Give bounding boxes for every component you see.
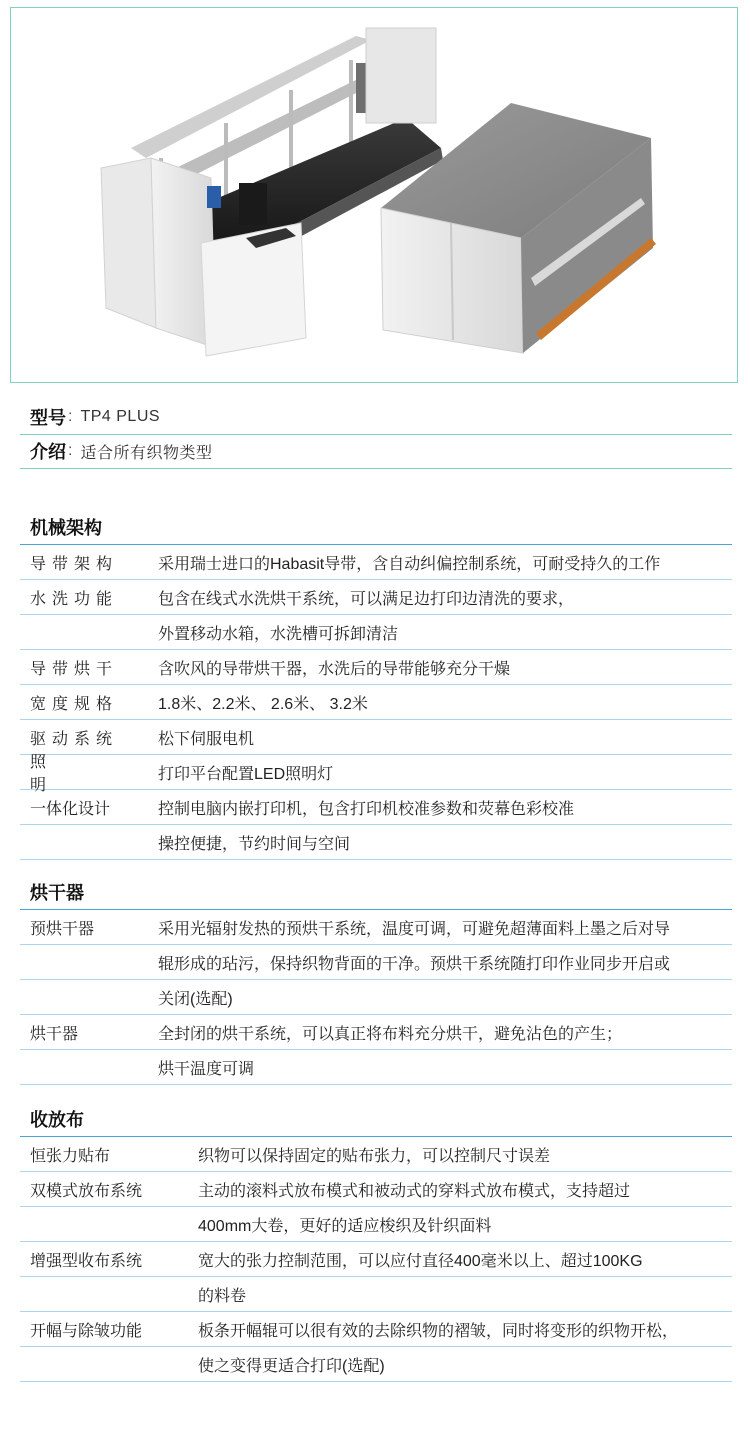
section-feeding xyxy=(20,1100,732,1382)
spec-text: 的料卷 xyxy=(198,1287,247,1305)
printer-illustration xyxy=(11,8,737,382)
spec-row xyxy=(20,615,732,650)
spec-text: 板条开幅辊可以很有效的去除织物的褶皱，同时将变形的织物开松， xyxy=(198,1322,679,1340)
spec-row xyxy=(20,790,732,825)
spec-row xyxy=(20,1312,732,1347)
spec-text: 宽大的张力控制范围，可以应付直径400毫米以上、超过100KG xyxy=(198,1252,643,1270)
model-label: 型号 xyxy=(30,408,66,428)
spec-row xyxy=(20,1137,732,1172)
model-value: TP4 PLUS xyxy=(80,408,161,425)
spec-row xyxy=(20,685,732,720)
spec-row xyxy=(20,545,732,580)
spec-text: 关闭(选配) xyxy=(158,990,233,1008)
intro-value: 适合所有织物类型 xyxy=(80,444,213,462)
spec-label: 增强型收布系统 xyxy=(30,1252,143,1270)
spec-row xyxy=(20,980,732,1015)
spec-text: 1.8米、2.2米、 2.6米、 3.2米 xyxy=(158,695,368,713)
spec-row xyxy=(20,1172,732,1207)
spec-text: 操控便捷，节约时间与空间 xyxy=(158,835,351,853)
spec-label: 预烘干器 xyxy=(30,920,95,938)
section-mechanical xyxy=(20,508,732,860)
section-title: 烘干器 xyxy=(20,873,732,910)
spec-text: 包含在线式水洗烘干系统，可以满足边打印边清洗的要求， xyxy=(158,590,575,608)
spec-text: 控制电脑内嵌打印机，包含打印机校准参数和荧幕色彩校准 xyxy=(158,800,575,818)
spec-label: 驱动系统 xyxy=(30,730,119,748)
spec-text: 采用瑞士进口的Habasit导带，含自动纠偏控制系统，可耐受持久的工作 xyxy=(158,555,661,573)
spec-row xyxy=(20,1277,732,1312)
spec-text: 含吹风的导带烘干器，水洗后的导带能够充分干燥 xyxy=(158,660,511,678)
intro-label: 介绍 xyxy=(30,442,66,462)
spec-text: 主动的滚料式放布模式和被动式的穿料式放布模式，支持超过 xyxy=(198,1182,631,1200)
spec-label: 烘干器 xyxy=(30,1025,79,1043)
spec-label: 导带架构 xyxy=(30,555,119,573)
intro-separator: : xyxy=(68,442,73,459)
spec-text: 烘干温度可调 xyxy=(158,1060,255,1078)
spec-row xyxy=(20,754,732,794)
spec-text: 400mm大卷，更好的适应梭织及针织面料 xyxy=(198,1217,492,1235)
spec-text: 织物可以保持固定的贴布张力，可以控制尺寸误差 xyxy=(198,1147,551,1165)
spec-label: 水洗功能 xyxy=(30,590,119,608)
spec-label: 导带烘干 xyxy=(30,660,119,678)
spec-row xyxy=(20,910,732,945)
spec-text: 采用光辐射发热的预烘干系统，温度可调，可避免超薄面料上墨之后对导 xyxy=(158,920,671,938)
spec-label: 双模式放布系统 xyxy=(30,1182,143,1200)
product-image xyxy=(10,7,738,383)
spec-label: 宽度规格 xyxy=(30,695,119,713)
section-dryer xyxy=(20,873,732,1085)
spec-row xyxy=(20,1050,732,1085)
spec-text: 使之变得更适合打印(选配) xyxy=(198,1357,385,1375)
spec-label: 恒张力贴布 xyxy=(30,1147,111,1165)
spec-text: 松下伺服电机 xyxy=(158,730,255,748)
model-separator: : xyxy=(68,408,73,425)
spec-text: 全封闭的烘干系统，可以真正将布料充分烘干，避免沾色的产生； xyxy=(158,1025,623,1043)
spec-row xyxy=(20,1207,732,1242)
spec-row xyxy=(20,1242,732,1277)
model-row xyxy=(20,400,732,435)
spec-text: 打印平台配置LED照明灯 xyxy=(158,765,334,783)
spec-label: 照明 xyxy=(30,754,99,794)
spec-label: 一体化设计 xyxy=(30,800,111,818)
spec-row xyxy=(20,1015,732,1050)
intro-row xyxy=(20,434,732,469)
spec-text: 辊形成的玷污，保持织物背面的干净。预烘干系统随打印作业同步开启或 xyxy=(158,955,671,973)
spec-label: 开幅与除皱功能 xyxy=(30,1322,143,1340)
spec-row xyxy=(20,1347,732,1382)
section-title: 机械架构 xyxy=(20,508,732,545)
spec-row xyxy=(20,945,732,980)
section-title: 收放布 xyxy=(20,1100,732,1137)
spec-text: 外置移动水箱，水洗槽可拆卸清洁 xyxy=(158,625,399,643)
spec-row xyxy=(20,580,732,615)
spec-row xyxy=(20,825,732,860)
spec-row xyxy=(20,650,732,685)
